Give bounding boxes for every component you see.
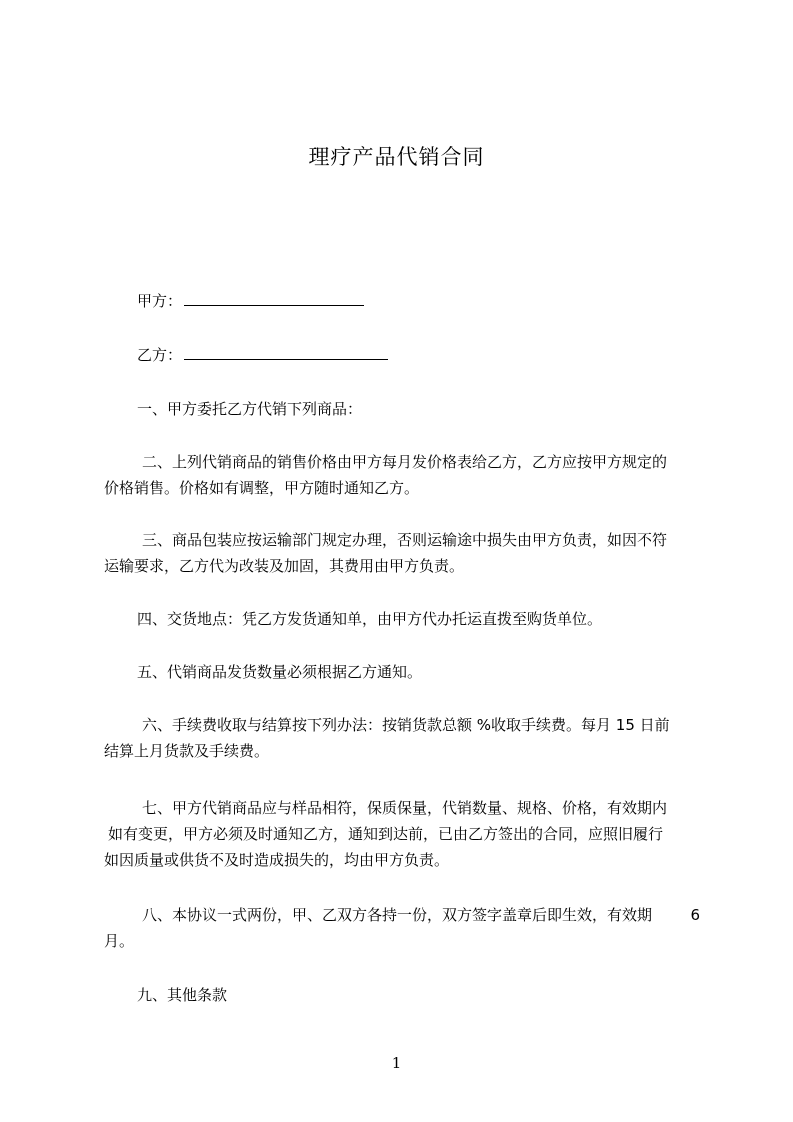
party-b-label: 乙方： [137,346,183,364]
party-a-label: 甲方： [137,292,183,310]
clause-2 [104,449,700,501]
party-a-line [137,290,364,312]
clause-7-line-3: 如因质量或供货不及时造成损失的，均由甲方负责。 [104,851,450,869]
clause-3-line-1: 三、商品包装应按运输部门规定办理，否则运输途中损失由甲方负责，如因不符 [142,531,668,549]
clause-7-line-2: 如有变更，甲方必须及时通知乙方，通知到达前，已由乙方签出的合同，应照旧履行 [108,825,664,843]
clause-8-line-1-text: 八、本协议一式两份，甲、乙双方各持一份，双方签字盖章后即生效，有效期 [142,906,653,924]
clause-8-line-1 [104,902,700,928]
clause-7-line-1: 七、甲方代销商品应与样品相符，保质保量，代销数量、规格、价格，有效期内 [142,799,668,817]
clause-2-line-1: 二、上列代销商品的销售价格由甲方每月发价格表给乙方，乙方应按甲方规定的 [142,453,668,471]
clause-2-line-2: 价格销售。价格如有调整，甲方随时通知乙方。 [104,479,420,497]
clause-7 [104,795,700,873]
clause-3-line-2: 运输要求，乙方代为改装及加固，其费用由甲方负责。 [104,557,465,575]
clause-1: 一、甲方委托乙方代销下列商品： [137,400,363,418]
clause-6-line-2: 结算上月货款及手续费。 [104,742,270,760]
party-b-blank [184,345,388,360]
clause-8-line-2: 月。 [104,932,135,950]
clause-8 [104,902,700,954]
clause-6-line-1: 六、手续费收取与结算按下列办法：按销货款总额 %收取手续费。每月 15 日前 [142,716,670,734]
document-title: 理疗产品代销合同 [308,145,485,169]
party-a-blank [184,291,364,306]
party-b-line [137,344,388,366]
clause-6 [104,712,700,764]
clause-8-duration-value: 6 [690,906,700,924]
page-number: 1 [391,1054,402,1072]
clause-5: 五、代销商品发货数量必须根据乙方通知。 [137,663,423,681]
clause-3 [104,527,700,579]
clause-4: 四、交货地点：凭乙方发货通知单，由甲方代办托运直拨至购货单位。 [137,610,603,628]
clause-9: 九、其他条款 [137,986,228,1004]
